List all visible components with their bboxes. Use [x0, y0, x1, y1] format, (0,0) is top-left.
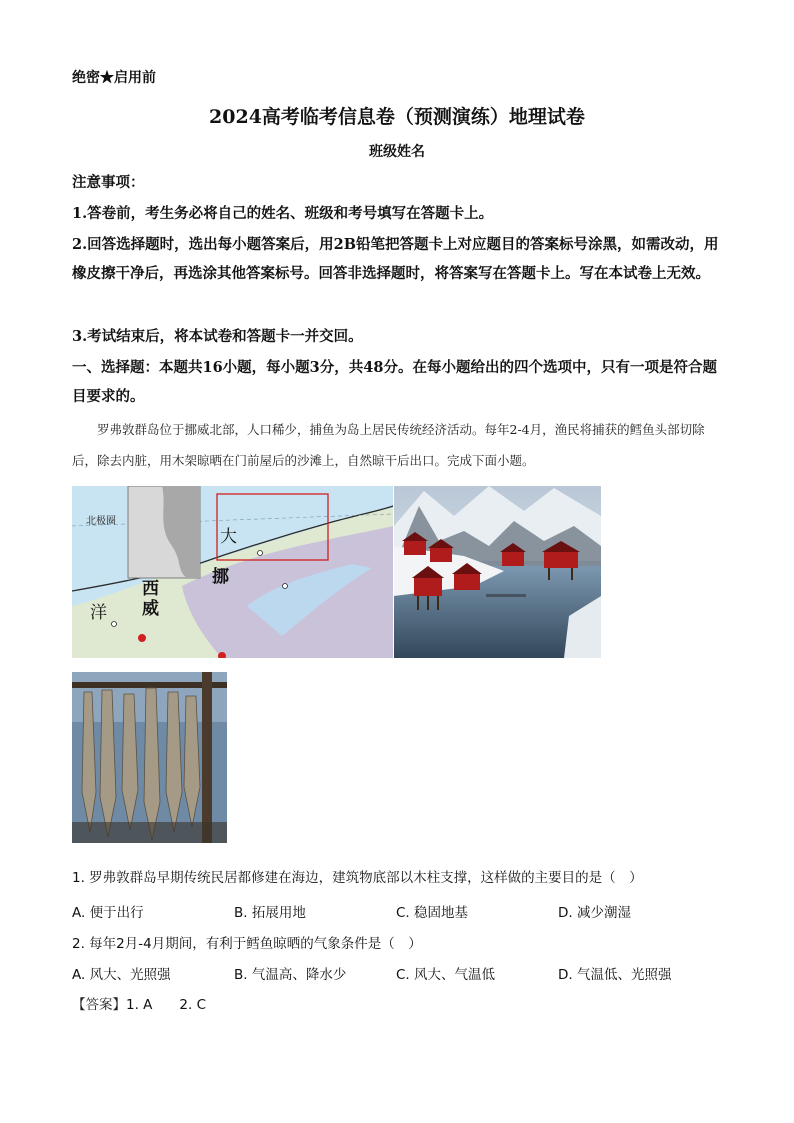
label-arctic-circle: 北极圈 [86, 516, 116, 527]
lofoten-map [72, 486, 393, 658]
question-2-option-b: B. 气温高、降水少 [234, 967, 347, 983]
note-item-2: 2.回答选择题时，选出每小题答案后，用2B铅笔把答题卡上对应题目的答案标号涂黑，如需改动，用橡皮擦干净后，再选涂其他答案标号。回答非选择题时，将答案写在答题卡上。写在本试卷上无效。 [72, 236, 719, 282]
city-marker [258, 551, 263, 556]
question-passage: 罗弗敦群岛位于挪威北部，人口稀少，捕鱼为岛上居民传统经济活动。每年2-4月，渔民将捕获的鳕鱼头部切除后，除去内脏，用木架晾晒在门前屋后的沙滩上，自然晾干后出口。完成下面小题。 [72, 422, 705, 468]
answer-tag: 【答案】 [72, 997, 126, 1013]
note-item-1: 1.答卷前，考生务必将自己的姓名、班级和考号填写在答题卡上。 [72, 205, 494, 222]
question-1-option-b: B. 拓展用地 [234, 905, 306, 921]
capital-marker [138, 634, 146, 642]
label-da: 大 [220, 527, 237, 547]
question-2-option-d: D. 气温低、光照强 [558, 967, 672, 983]
question-1-option-a: A. 便于出行 [72, 905, 144, 921]
fishing-village-photo [394, 486, 601, 658]
section-heading: 一、选择题：本题共16小题，每小题3分，共48分。在每小题给出的四个选项中，只有一项是符合题目要求的。 [72, 359, 717, 405]
answer-line [72, 993, 206, 1013]
question-1-stem: 1. 罗弗敦群岛早期传统民居都修建在海边，建筑物底部以木柱支撑，这样做的主要目的是（ ） [72, 870, 643, 886]
label-nuo: 挪 [212, 567, 229, 587]
question-1-option-d: D. 减少潮湿 [558, 905, 631, 921]
drying-rack-post [202, 672, 212, 843]
drying-cod-photo [72, 672, 227, 843]
class-name-label: 班级姓名 [369, 144, 425, 160]
label-yang: 洋 [90, 603, 107, 623]
question-2-option-a: A. 风大、光照强 [72, 967, 171, 983]
city-marker [112, 622, 117, 627]
label-wei: 威 [142, 599, 159, 619]
stilt-house [414, 578, 442, 596]
answer-values: 1. A 2. C [126, 997, 207, 1013]
question-2-stem: 2. 每年2月-4月期间，有利于鳕鱼晾晒的气象条件是（ ） [72, 936, 422, 952]
note-item-3: 3.考试结束后，将本试卷和答题卡一并交回。 [72, 328, 363, 345]
question-2-option-c: C. 风大、气温低 [396, 967, 496, 983]
notes-heading: 注意事项： [72, 174, 145, 191]
city-marker [283, 584, 288, 589]
page-title: 2024高考临考信息卷（预测演练）地理试卷 [209, 106, 585, 128]
label-xi: 西 [142, 579, 159, 599]
secret-label: 绝密★启用前 [72, 70, 156, 86]
question-1-option-c: C. 稳固地基 [396, 905, 469, 921]
